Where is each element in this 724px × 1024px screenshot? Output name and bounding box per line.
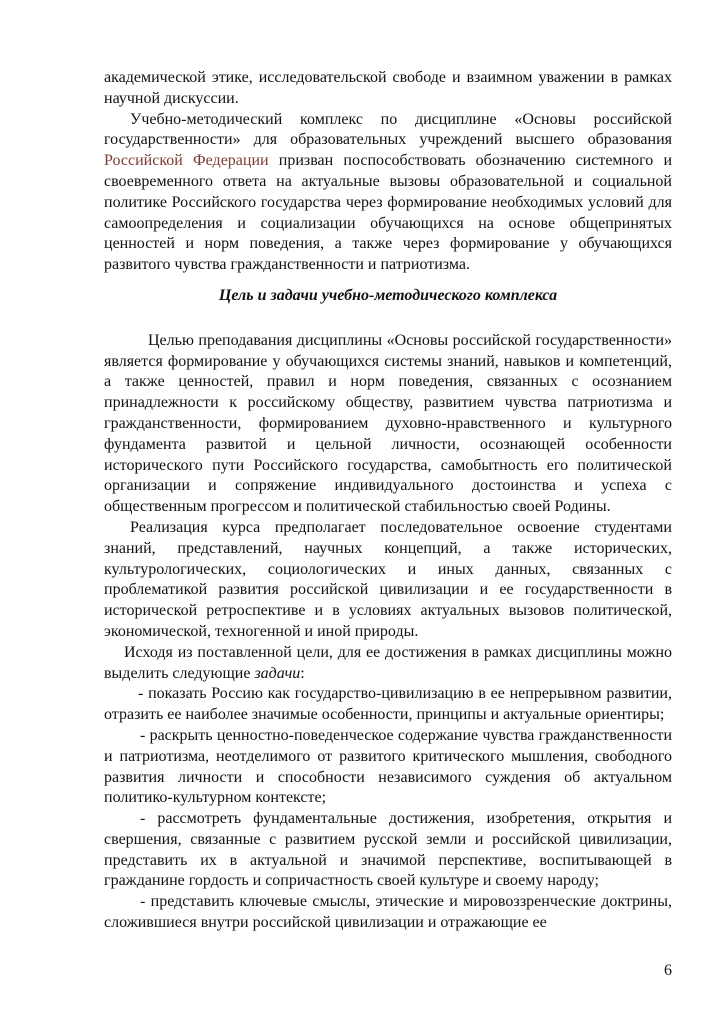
paragraph-umk-purpose-start: Учебно-методический комплекс по дисциплине «Основы российской государственности» для образовательных учреждений высшего образования [104, 110, 672, 149]
paragraph-umk-purpose [104, 110, 672, 276]
page-number: 6 [664, 962, 672, 979]
paragraph-course-implementation: Реализация курса предполагает последовательное освоение студентами знаний, представлений, научных концепций, а также исторических, культурологических, социологических и иных данных, связанных с проблематикой развития российской цивилизации и ее государственности в исторической ретроспективе и в условиях актуальных вызовов политической, экономической, техногенной и иной природы. [104, 518, 672, 640]
russian-federation-link[interactable]: Российской Федерации [104, 152, 269, 170]
paragraph-tasks-intro-end: : [300, 664, 305, 682]
list-item: - показать Россию как государство-цивилизацию в ее непрерывном развитии, отразить ее наиболее значимые особенности, принципы и актуальные ориентиры; [104, 685, 672, 724]
section-heading: Цель и задачи учебно-методического комплекса [218, 286, 558, 304]
list-item: - рассмотреть фундаментальные достижения, изобретения, открытия и свершения, связанные с развитием русской земли и российской цивилизации, представить их в актуальной и значимой перспективе, воспитывающей в гражданине гордость и сопричастность своей культуре и своему народу; [104, 810, 672, 890]
paragraph-umk-purpose-end: призван поспособствовать обозначению системного и своевременного ответа на актуальные вызовы образовательной и социальной политике Российского государства через формирование необходимых условий для самоопределения и социализации обучающихся на основе общепринятых ценностей и норм поведения, а также через формирование у обучающихся развитого чувства гражданственности и патриотизма. [104, 152, 673, 274]
paragraph-intro-continuation: академической этике, исследовательской свободе и взаимном уважении в рамках научной дискуссии. [104, 69, 672, 107]
paragraph-tasks-intro [104, 643, 672, 685]
document-page [104, 68, 672, 934]
list-item: - раскрыть ценностно-поведенческое содержание чувства гражданственности и патриотизма, неотделимого от развитого критического мышления, свободного развития личности и способности независимого суждения об актуальном политико-культурном контексте; [104, 726, 672, 807]
paragraph-tasks-intro-start: Исходя из поставленной цели, для ее достижения в рамках дисциплины можно выделить следующие [104, 643, 672, 682]
list-item: - представить ключевые смыслы, этические и мировоззренческие доктрины, сложившиеся внутри российской цивилизации и отражающие ее [104, 893, 672, 932]
paragraph-course-goal: Целью преподавания дисциплины «Основы российской государственности» является формирование у обучающихся системы знаний, навыков и компетенций, а также ценностей, правил и норм поведения, связанных с осознанием принадлежности к российскому обществу, развитием чувства патриотизма и гражданственности, формированием духовно-нравственного и культурного фундамента развитой и цельной личности, осознающей особенности исторического пути Российского государства, самобытность его политической организации и сопряжение индивидуального достоинства и успеха с общественным прогрессом и политической стабильностью своей Родины. [104, 331, 672, 516]
tasks-emphasis: задачи [254, 664, 301, 682]
